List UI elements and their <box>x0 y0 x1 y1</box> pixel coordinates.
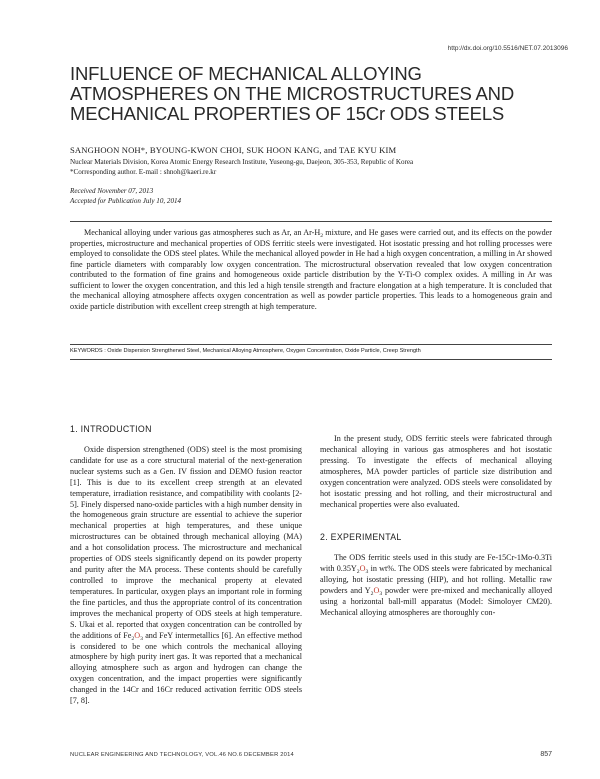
accepted-date: Accepted for Publication July 10, 2014 <box>70 197 182 205</box>
doi-link[interactable]: http://dx.doi.org/10.5516/NET.07.2013096 <box>447 45 568 52</box>
keywords: KEYWORDS : Oxide Dispersion Strengthened Steel, Mechanical Alloying Atmosphere, Oxygen Concentration, Oxide Particle, Creep Strength <box>70 348 421 354</box>
right-column <box>320 434 552 619</box>
abstract: Mechanical alloying under various gas atmospheres such as Ar, an $Ar-H_2$ mixture, and He gases were carried out, and its effects on the powder properties, microstructure and mechanical properties of ODS ferritic steels were investigated. Hot isostatic pressing and hot rolling processes were employed to consolidate the ODS steel plates. While the mechanical alloyed powder in He had a high oxygen concentration, a milling in Ar showed fine particle diameters with comparably low oxygen concentration. The microstructural observation revealed that low oxygen concentration contributed to the formation of fine grains and homogeneous oxide particle distribution by the Y-Ti-O complex oxides. A milling in Ar was sufficient to lower the oxygen concentration, and this led a high tensile strength and fracture elongation at a high temperature. It is concluded that the mechanical alloying atmosphere affects oxygen concentration as well as powder particle properties. This leads to a homogeneous grain and oxide particle distribution with excellent creep strength at high temperature. <box>70 228 552 311</box>
journal-footer: NUCLEAR ENGINEERING AND TECHNOLOGY, VOL.46 NO.6 DECEMBER 2014 <box>70 752 294 758</box>
received-date: Received November 07, 2013 <box>70 187 154 195</box>
dates-block <box>70 186 181 206</box>
experimental-paragraph-1: The ODS ferritic steels used in this study are Fe-15Cr-1Mo-0.3Ti with $0.35Y_2O_3$ in wt%. The ODS steels were fabricated by mechanical alloying, hot isostatic pressing (HIP), and hot rolling. Metallic raw powders and $Y_2O_3$ powder were pre-mixed and mechanically alloyed using a horizontal ball-mill apparatus (Model: Simoloyer CM20). Mechanical alloying atmospheres are thoroughly con- <box>320 553 553 617</box>
abstract-top-rule <box>70 221 552 222</box>
paper-title: INFLUENCE OF MECHANICAL ALLOYING ATMOSPHERES ON THE MICROSTRUCTURES AND MECHANICAL PROPERTIES OF 15Cr ODS STEELS <box>70 63 514 124</box>
affiliation-block <box>70 157 550 177</box>
corresponding-author: *Corresponding author. E-mail : shnoh@kaeri.re.kr <box>70 168 217 176</box>
affiliation: Nuclear Materials Division, Korea Atomic Energy Research Institute, Yuseong-gu, Daejeon, 305-353, Republic of Korea <box>70 158 414 166</box>
keywords-top-rule <box>70 344 552 345</box>
intro-paragraph-2: In the present study, ODS ferritic steels were fabricated through mechanical alloying in various gas atmospheres and hot isostatic pressing. To investigate the effects of mechanical alloying atmospheres, MA powder particles of particle size distribution and oxygen concentration were analyzed. ODS steels were consolidated by hot isostatic pressing and hot rolling, and their microstructural and mechanical properties were also evaluated. <box>320 434 552 509</box>
keywords-bottom-rule <box>70 359 552 360</box>
author-list: SANGHOON NOH*, BYOUNG-KWON CHOI, SUK HOON KANG, and TAE KYU KIM <box>70 145 397 155</box>
section-heading-introduction: 1. INTRODUCTION <box>70 424 152 434</box>
section-heading-experimental: 2. EXPERIMENTAL <box>320 532 402 543</box>
left-column <box>70 424 302 707</box>
intro-paragraph-1: Oxide dispersion strengthened (ODS) steel is the most promising candidate for use as a core structural material of the next-generation nuclear systems such as a Gen. IV fission and DEMO fusion reactor [1]. This is due to its excellent creep strength at an elevated temperature, irradiation resistance, and compatibility with coolants [2-5]. Finely dispersed nano-oxide particles with a high number density in the homogeneous grain structure are essential to achieve the superior mechanical properties at high temperatures, and these unique microstructures can be obtained through mechanical alloying (MA) and a hot consolidation process. The microstructure and mechanical properties of ODS steels significantly depend on its powder property and purity after the MA process. These contents should be carefully controlled to improve the mechanical property at elevated temperatures. In particular, oxygen plays an important role in forming the fine particles, and thus the appropriate control of its concentration improves the mechanical property of ODS steels at high temperature. S. Ukai et al. reported that oxygen concentration can be controlled by the additions of $Fe_2O_3$ and FeY intermetallics [6]. An effective method is considered to be one which controls the mechanical alloying atmosphere by high purity inert gas. It was reported that a mechanical alloying atmosphere such as argon and hydrogen can change the oxygen concentration, and the impact properties were significantly changed in the 14Cr and 16Cr reduced activation ferritic ODS steels [7, 8]. <box>70 444 302 706</box>
page-number: 857 <box>540 751 552 758</box>
